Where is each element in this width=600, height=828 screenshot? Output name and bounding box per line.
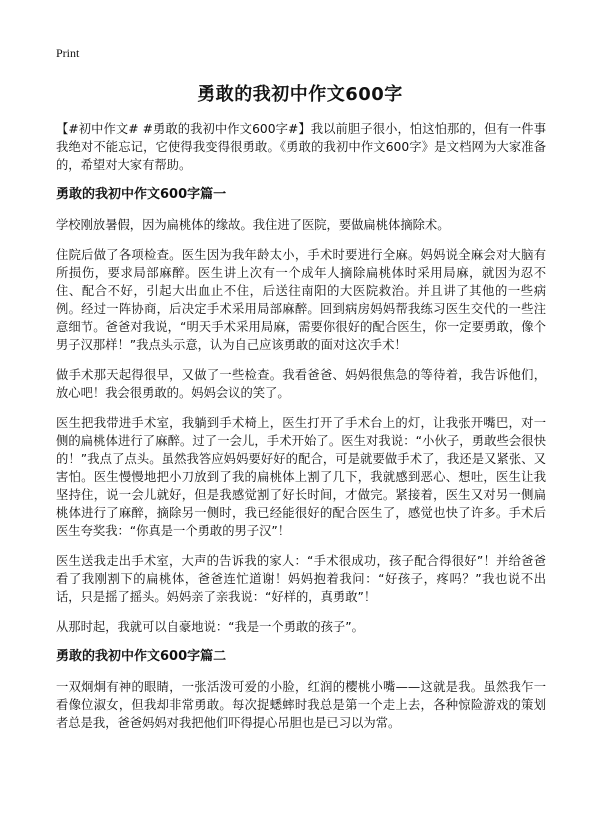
intro-paragraph: 【#初中作文# #勇敢的我初中作文600字#】我以前胆子很小，怕这怕那的，但有一件事我绝对不能忘记，它使得我变得很勇敢。《勇敢的我初中作文600字》是文档网为大家准备的，希望对大家有帮助。 [56,122,546,172]
paragraph: 从那时起，我就可以自豪地说：“我是一个勇敢的孩子”。 [56,620,364,634]
paragraph: 医生送我走出手术室，大声的告诉我的家人：“手术很成功，孩子配合得很好”！并给爸爸看了我刚割下的扁桃体，爸爸连忙道谢！妈妈抱着我问：“好孩子，疼吗？”我也说不出话，只是摇了摇头。妈妈亲了亲我说：“好样的，真勇敢”！ [56,554,546,604]
paragraph: 医生把我带进手术室，我躺到手术椅上，医生打开了手术台上的灯，让我张开嘴巴，对一侧的扁桃体进行了麻醉。过了一会儿，手术开始了。医生对我说：“小伙子，勇敢些会很快的！”我点了点头。虽然我答应妈妈要好好的配合，可是就要做手术了，我还是又紧张、又害怕。医生慢慢地把小刀放到了我的扁桃体上割了几下，我就感到恶心、想吐，医生让我坚持住，说一会儿就好，但是我感觉割了好长时间，才做完。紧接着，医生又对另一侧扁桃体进行了麻醉，摘除另一侧时，我已经能很好的配合医生了，感觉也快了许多。手术后医生夸奖我：“你真是一个勇敢的男子汉”！ [56,416,546,538]
paragraph: 住院后做了各项检查。医生因为我年龄太小，手术时要进行全麻。妈妈说全麻会对大脑有所损伤，要求局部麻醉。医生讲上次有一个成年人摘除扁桃体时采用局麻，就因为忍不住、配合不好，引起大出血止不住，后送往南阳的大医院救治。并且讲了其他的一些病例。经过一阵协商，后决定手术采用局部麻醉。回到病房妈妈帮我练习医生交代的一些注意细节。爸爸对我说，“明天手术采用局麻，需要你很好的配合医生，你一定要勇敢，像个男子汉那样！”我点头示意，认为自己应该勇敢的面对这次手术！ [56,248,546,352]
paragraph: 做手术那天起得很早，又做了一些检查。我看爸爸、妈妈很焦急的等待着，我告诉他们，放心吧！我会很勇敢的。妈妈会议的笑了。 [56,368,546,400]
article-body [56,120,546,744]
print-link[interactable]: Print [56,46,80,60]
section-heading-1: 勇敢的我初中作文600字篇一 [56,187,227,202]
section-heading-2: 勇敢的我初中作文600字篇二 [56,649,227,664]
paragraph: 一双炯炯有神的眼睛，一张活泼可爱的小脸，红润的樱桃小嘴——这就是我。虽然我乍一看像位淑女，但我却非常勇敢。每次捉蟋蟀时我总是第一个走上去，各种惊险游戏的策划者总是我，爸爸妈妈对我把他们吓得提心吊胆也是已习以为常。 [56,680,546,730]
article-title: 勇敢的我初中作文600字 [197,84,403,105]
paragraph: 学校刚放暑假，因为扁桃体的缘故。我住进了医院，要做扁桃体摘除术。 [56,218,450,232]
